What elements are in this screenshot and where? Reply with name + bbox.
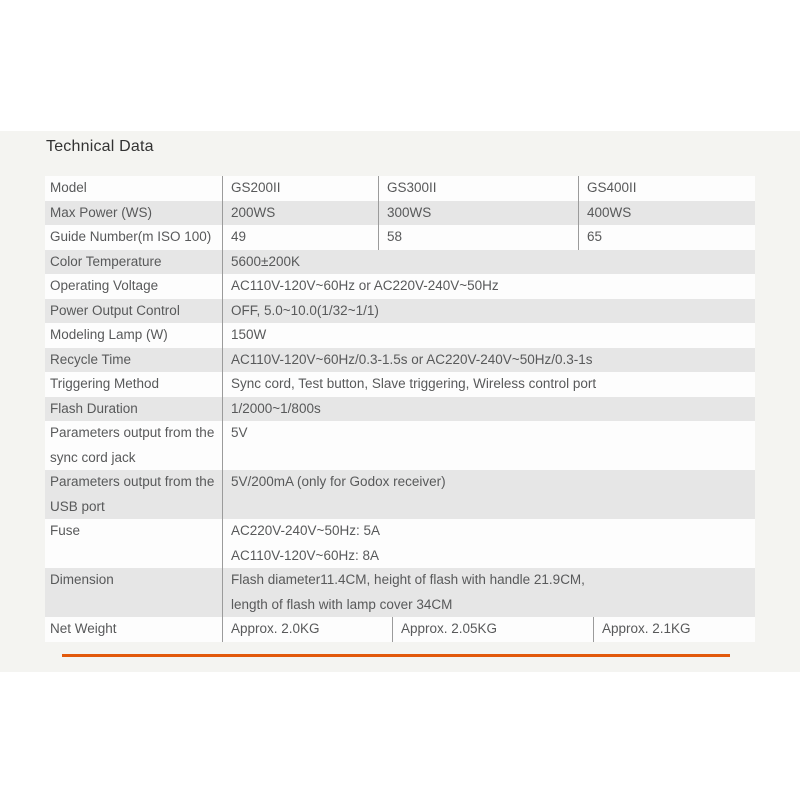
row-label: Power Output Control <box>50 302 180 318</box>
value-line: OFF, 5.0~10.0(1/32~1/1) <box>231 302 379 318</box>
cell-value <box>222 421 755 470</box>
accent-divider <box>62 654 730 657</box>
cell-value <box>222 519 755 568</box>
table-row <box>45 299 755 324</box>
cell-value: Approx. 2.05KG <box>392 617 593 642</box>
cell-value <box>222 250 755 275</box>
cell-value <box>222 568 755 617</box>
cell-value: 200WS <box>222 201 378 226</box>
table-row <box>45 201 755 226</box>
cell-value: GS200II <box>222 176 378 201</box>
content-band <box>0 131 800 672</box>
row-label: Fuse <box>50 523 81 538</box>
row-label: Modeling Lamp (W) <box>50 327 168 342</box>
table-row <box>45 617 755 642</box>
value-line: AC110V-120V~60Hz or AC220V-240V~50Hz <box>231 278 499 293</box>
cell-value <box>222 348 755 373</box>
row-label: Model <box>50 180 87 195</box>
table-row <box>45 519 755 568</box>
table-row <box>45 421 755 470</box>
table-row <box>45 568 755 617</box>
value-line: AC110V-120V~60Hz/0.3-1.5s or AC220V-240V~50Hz/0.3-1s <box>231 351 593 367</box>
row-label: Max Power (WS) <box>50 204 153 220</box>
table-row <box>45 348 755 373</box>
cell-value <box>222 372 755 397</box>
row-label: Operating Voltage <box>50 278 159 293</box>
row-label: Color Temperature <box>50 253 162 269</box>
table-row <box>45 470 755 519</box>
cell-value: GS400II <box>578 176 755 201</box>
table-row <box>45 323 755 348</box>
value-line: Sync cord, Test button, Slave triggering, Wireless control port <box>231 376 597 391</box>
cell-value <box>222 299 755 324</box>
cell-value <box>222 274 755 299</box>
value-line: Flash diameter11.4CM, height of flash with handle 21.9CM, <box>231 572 585 587</box>
value-line: length of flash with lamp cover 34CM <box>231 596 453 612</box>
table-row <box>45 250 755 275</box>
table-row <box>45 372 755 397</box>
table-row <box>45 176 755 201</box>
value-line: 5600±200K <box>231 253 300 269</box>
row-label: Parameters output from the sync cord jack <box>50 425 215 465</box>
table-row <box>45 274 755 299</box>
value-line: AC110V-120V~60Hz: 8A <box>231 547 379 563</box>
cell-value: 300WS <box>378 201 578 226</box>
row-label: Flash Duration <box>50 400 138 416</box>
row-label: Net Weight <box>50 621 117 636</box>
cell-value: GS300II <box>378 176 578 201</box>
row-label: Triggering Method <box>50 376 160 391</box>
cell-value: Approx. 2.1KG <box>593 617 755 642</box>
row-label: Dimension <box>50 572 114 587</box>
value-line: 150W <box>231 327 267 342</box>
cell-value: 65 <box>578 225 755 250</box>
cell-value <box>222 397 755 422</box>
cell-value: Approx. 2.0KG <box>222 617 392 642</box>
row-label: Guide Number(m ISO 100) <box>50 229 212 244</box>
cell-value <box>222 323 755 348</box>
cell-value: 400WS <box>578 201 755 226</box>
value-line: 5V/200mA (only for Godox receiver) <box>231 474 446 489</box>
value-line: AC220V-240V~50Hz: 5A <box>231 523 380 538</box>
value-line: 5V <box>231 425 248 440</box>
row-label: Recycle Time <box>50 351 132 367</box>
table-row <box>45 225 755 250</box>
cell-value: 58 <box>378 225 578 250</box>
row-label: Parameters output from the USB port <box>50 474 215 514</box>
value-line: 1/2000~1/800s <box>231 400 321 416</box>
cell-value: 49 <box>222 225 378 250</box>
table-row <box>45 397 755 422</box>
cell-value <box>222 470 755 519</box>
section-title: Technical Data <box>46 138 154 155</box>
spec-table <box>45 176 755 642</box>
